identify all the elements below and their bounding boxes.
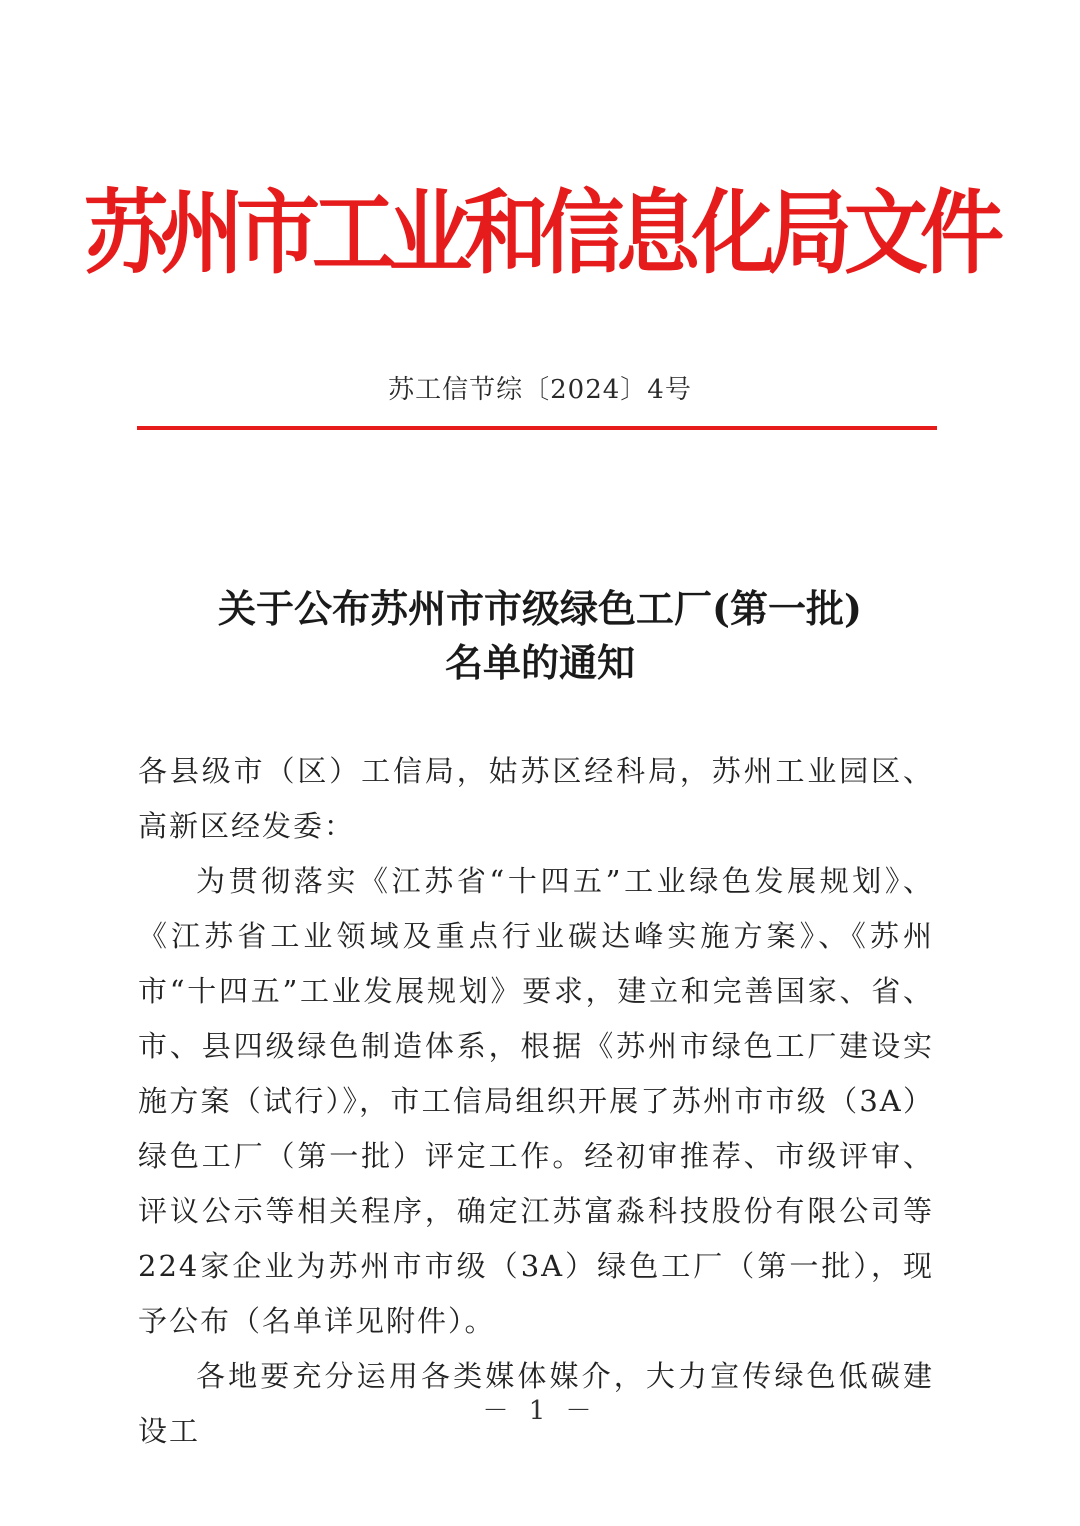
- addressees: 各县级市（区）工信局，姑苏区经科局，苏州工业园区、高新区经发委：: [138, 754, 934, 843]
- issuer-red-header: 苏州市工业和信息化局文件: [83, 179, 996, 286]
- notice-body: [138, 744, 934, 1459]
- body-paragraph-1: 为贯彻落实《江苏省“十四五”工业绿色发展规划》、《江苏省工业领域及重点行业碳达峰实施方案》、《苏州市“十四五”工业发展规划》要求，建立和完善国家、省、市、县四级绿色制造体系，根据《苏州市绿色工厂建设实施方案（试行）》，市工信局组织开展了苏州市市级（3A）绿色工厂（第一批）评定工作。经初审推荐、市级评审、评议公示等相关程序，确定江苏富淼科技股份有限公司等224家企业为苏州市市级（3A）绿色工厂（第一批），现予公布（名单详见附件）。: [138, 864, 934, 1338]
- red-separator-line: [137, 426, 937, 430]
- notice-title-line-1: 关于公布苏州市市级绿色工厂(第一批): [218, 586, 862, 631]
- notice-title-line-2: 名单的通知: [444, 640, 635, 685]
- document-number: 苏工信节综〔2024〕4号: [388, 375, 692, 405]
- notice-title: [0, 582, 1080, 690]
- body-paragraph-2: 各地要充分运用各类媒体媒介，大力宣传绿色低碳建设工: [138, 1359, 934, 1448]
- page-number: － 1 －: [482, 1396, 598, 1426]
